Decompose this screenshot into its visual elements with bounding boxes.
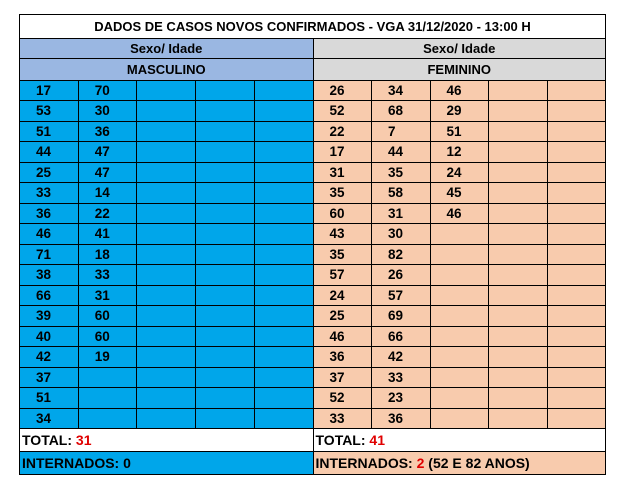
fem-age-cell [489, 306, 548, 325]
masc-age-cell [196, 368, 255, 387]
masc-age-cell: 70 [79, 81, 138, 100]
fem-age-cell [548, 286, 606, 305]
fem-age-cell [548, 409, 606, 428]
fem-age-cell [431, 286, 490, 305]
table-row [20, 163, 313, 183]
fem-age-cell: 68 [372, 101, 431, 120]
table-row [314, 101, 606, 121]
masc-age-cell [196, 81, 255, 100]
masc-age-cell: 47 [79, 142, 138, 161]
table-row [20, 142, 313, 162]
fem-age-cell [489, 388, 548, 407]
masc-total-label: TOTAL: [22, 431, 76, 448]
fem-age-cell: 22 [314, 122, 373, 141]
table-row [20, 306, 313, 326]
table-row [20, 81, 313, 101]
fem-age-cell: 7 [372, 122, 431, 141]
masc-age-cell [79, 409, 138, 428]
fem-age-cell: 69 [372, 306, 431, 325]
table-row [314, 286, 606, 306]
fem-age-cell: 43 [314, 224, 373, 243]
fem-age-cell: 82 [372, 245, 431, 264]
masc-age-cell: 60 [79, 327, 138, 346]
fem-age-cell: 29 [431, 101, 490, 120]
masc-sexo-idade-header: Sexo/ Idade [20, 39, 313, 59]
fem-age-cell [489, 204, 548, 223]
masc-age-cell [255, 368, 313, 387]
masc-age-cell: 44 [20, 142, 79, 161]
fem-age-cell [431, 347, 490, 366]
fem-age-cell [489, 286, 548, 305]
fem-age-cell: 66 [372, 327, 431, 346]
fem-age-cell [548, 142, 606, 161]
fem-age-cell: 42 [372, 347, 431, 366]
masc-age-cell [255, 81, 313, 100]
fem-age-cell: 46 [314, 327, 373, 346]
table-row [314, 245, 606, 265]
fem-age-cell: 57 [314, 265, 373, 284]
masc-age-cell: 18 [79, 245, 138, 264]
masc-age-cell: 53 [20, 101, 79, 120]
fem-age-cell: 33 [372, 368, 431, 387]
masc-age-cell: 30 [79, 101, 138, 120]
table-row [20, 122, 313, 142]
fem-age-cell: 35 [314, 245, 373, 264]
fem-age-cell: 31 [372, 204, 431, 223]
internados-row [20, 452, 605, 474]
masc-age-cell: 66 [20, 286, 79, 305]
fem-age-cell [489, 347, 548, 366]
masc-age-cell: 40 [20, 327, 79, 346]
fem-age-cell: 51 [431, 122, 490, 141]
table-row [314, 265, 606, 285]
masc-age-cell [196, 327, 255, 346]
masc-age-cell [255, 306, 313, 325]
fem-age-cell [548, 327, 606, 346]
masc-age-cell: 17 [20, 81, 79, 100]
masc-age-cell [137, 286, 196, 305]
masc-age-cell: 60 [79, 306, 138, 325]
table-row [314, 224, 606, 244]
table-row [314, 183, 606, 203]
masc-age-cell: 31 [79, 286, 138, 305]
feminino-header: FEMININO [313, 59, 606, 81]
table-row [314, 409, 606, 429]
masc-age-cell [196, 122, 255, 141]
fem-age-cell [548, 224, 606, 243]
fem-internados-suffix: (52 E 82 ANOS) [424, 454, 530, 471]
masc-age-cell [137, 163, 196, 182]
masc-age-cell: 51 [20, 122, 79, 141]
masc-age-cell [137, 183, 196, 202]
fem-age-cell: 34 [372, 81, 431, 100]
table-title: DADOS DE CASOS NOVOS CONFIRMADOS - VGA 31/12/2020 - 13:00 H [20, 15, 605, 39]
total-row [20, 429, 605, 452]
fem-internados-label: INTERNADOS: [315, 454, 417, 471]
fem-age-cell [431, 224, 490, 243]
masculino-header: MASCULINO [20, 59, 313, 81]
fem-age-cell: 52 [314, 101, 373, 120]
fem-age-cell: 37 [314, 368, 373, 387]
fem-age-cell: 31 [314, 163, 373, 182]
fem-age-cell: 35 [314, 183, 373, 202]
fem-age-cell: 25 [314, 306, 373, 325]
header-row-1 [20, 39, 605, 59]
masc-age-cell [196, 204, 255, 223]
masc-age-cell [255, 286, 313, 305]
masc-age-cell: 25 [20, 163, 79, 182]
masc-age-cell [137, 347, 196, 366]
fem-total-label: TOTAL: [315, 431, 370, 448]
masc-age-cell: 51 [20, 388, 79, 407]
table-row [314, 306, 606, 326]
masc-age-cell [137, 306, 196, 325]
fem-age-cell [548, 368, 606, 387]
fem-age-cell [489, 142, 548, 161]
masc-age-cell [255, 347, 313, 366]
fem-age-cell [431, 409, 490, 428]
masc-age-cell [196, 286, 255, 305]
masc-age-cell: 19 [79, 347, 138, 366]
masc-age-cell [255, 388, 313, 407]
fem-age-cell [489, 245, 548, 264]
masc-age-cell [196, 224, 255, 243]
masc-age-cell: 38 [20, 265, 79, 284]
fem-age-cell: 24 [314, 286, 373, 305]
fem-age-cell [489, 101, 548, 120]
masc-age-cell [196, 163, 255, 182]
fem-sexo-idade-header: Sexo/ Idade [313, 39, 606, 59]
fem-age-cell [548, 81, 606, 100]
masc-internados-label: INTERNADOS: 0 [22, 454, 131, 471]
masc-age-cell [196, 409, 255, 428]
cases-table [19, 14, 606, 475]
masc-age-cell [255, 163, 313, 182]
fem-age-cell: 60 [314, 204, 373, 223]
fem-age-cell [431, 265, 490, 284]
fem-age-cell: 23 [372, 388, 431, 407]
masc-age-cell [255, 224, 313, 243]
masc-age-cell: 37 [20, 368, 79, 387]
fem-age-cell [548, 347, 606, 366]
fem-age-cell [489, 183, 548, 202]
fem-age-cell [431, 327, 490, 346]
masc-age-cell: 22 [79, 204, 138, 223]
fem-age-cell: 46 [431, 81, 490, 100]
masc-age-cell [137, 368, 196, 387]
masc-age-cell [196, 245, 255, 264]
table-row [20, 327, 313, 347]
masc-age-cell [137, 204, 196, 223]
masc-age-cell [255, 245, 313, 264]
fem-internados [313, 452, 606, 474]
fem-age-cell [431, 388, 490, 407]
masc-age-cell [255, 122, 313, 141]
masc-age-cell [79, 388, 138, 407]
masc-age-cell: 36 [79, 122, 138, 141]
masc-age-cell [196, 101, 255, 120]
table-row [20, 388, 313, 408]
masc-age-cell [196, 183, 255, 202]
masc-age-cell [137, 224, 196, 243]
masc-age-cell [196, 142, 255, 161]
fem-age-cell [548, 163, 606, 182]
table-row [314, 347, 606, 367]
masc-age-cell [137, 409, 196, 428]
fem-age-cell: 46 [431, 204, 490, 223]
masc-age-cell: 71 [20, 245, 79, 264]
fem-age-cell [489, 81, 548, 100]
masc-age-cell: 14 [79, 183, 138, 202]
fem-age-cell: 58 [372, 183, 431, 202]
fem-age-cell: 45 [431, 183, 490, 202]
masc-age-cell: 34 [20, 409, 79, 428]
fem-age-cell [489, 163, 548, 182]
masc-age-cell [255, 101, 313, 120]
fem-internados-value: 2 [416, 454, 425, 471]
table-row [20, 101, 313, 121]
table-row [314, 163, 606, 183]
table-row [20, 347, 313, 367]
masc-age-cell [137, 122, 196, 141]
fem-total [313, 429, 606, 452]
masc-age-cell [137, 142, 196, 161]
table-row [20, 245, 313, 265]
masc-age-cell: 39 [20, 306, 79, 325]
fem-age-cell [548, 306, 606, 325]
masc-age-cell [255, 183, 313, 202]
masc-age-cell [137, 388, 196, 407]
masc-age-cell [196, 265, 255, 284]
fem-age-cell: 35 [372, 163, 431, 182]
table-row [314, 122, 606, 142]
header-row-2 [20, 59, 605, 81]
table-row [314, 142, 606, 162]
masc-age-cell: 33 [20, 183, 79, 202]
fem-age-cell [489, 327, 548, 346]
masc-age-cell: 47 [79, 163, 138, 182]
masc-age-cell [255, 204, 313, 223]
fem-age-cell: 17 [314, 142, 373, 161]
fem-age-cell [489, 122, 548, 141]
masc-age-cell [255, 327, 313, 346]
masc-age-cell [255, 265, 313, 284]
table-row [20, 224, 313, 244]
fem-total-value: 41 [369, 431, 385, 448]
fem-age-cell [489, 265, 548, 284]
table-row [314, 81, 606, 101]
masc-age-cell [196, 388, 255, 407]
fem-age-cell: 57 [372, 286, 431, 305]
masc-age-cell: 46 [20, 224, 79, 243]
masc-age-cell [137, 327, 196, 346]
masc-age-cell: 42 [20, 347, 79, 366]
masc-age-cell [255, 409, 313, 428]
table-row [20, 183, 313, 203]
fem-age-cell [548, 122, 606, 141]
fem-age-cell: 44 [372, 142, 431, 161]
data-body [20, 81, 605, 429]
fem-age-cell: 26 [314, 81, 373, 100]
table-row [314, 204, 606, 224]
table-row [314, 388, 606, 408]
masc-age-cell [79, 368, 138, 387]
fem-age-cell: 26 [372, 265, 431, 284]
fem-age-cell [431, 245, 490, 264]
fem-age-cell [548, 101, 606, 120]
fem-age-cell [489, 409, 548, 428]
fem-age-cell: 24 [431, 163, 490, 182]
masc-age-cell [196, 306, 255, 325]
masc-total-value: 31 [75, 431, 92, 448]
fem-age-cell: 33 [314, 409, 373, 428]
masc-age-cell: 36 [20, 204, 79, 223]
fem-age-cell [431, 368, 490, 387]
masc-age-cell [137, 101, 196, 120]
masc-age-cell [137, 81, 196, 100]
feminino-grid [313, 81, 606, 429]
table-row [20, 204, 313, 224]
fem-age-cell [431, 306, 490, 325]
masc-age-cell [137, 265, 196, 284]
table-row [314, 368, 606, 388]
fem-age-cell [489, 368, 548, 387]
table-row [20, 265, 313, 285]
fem-age-cell: 30 [372, 224, 431, 243]
fem-age-cell: 52 [314, 388, 373, 407]
masc-total [20, 429, 313, 452]
fem-age-cell [548, 388, 606, 407]
masc-internados [20, 452, 313, 474]
fem-age-cell [548, 183, 606, 202]
fem-age-cell [548, 245, 606, 264]
fem-age-cell: 36 [372, 409, 431, 428]
fem-age-cell [489, 224, 548, 243]
masc-age-cell: 33 [79, 265, 138, 284]
masc-age-cell: 41 [79, 224, 138, 243]
masc-age-cell [255, 142, 313, 161]
fem-age-cell: 36 [314, 347, 373, 366]
masculino-grid [20, 81, 313, 429]
fem-age-cell [548, 265, 606, 284]
table-row [20, 368, 313, 388]
fem-age-cell: 12 [431, 142, 490, 161]
table-row [314, 327, 606, 347]
masc-age-cell [196, 347, 255, 366]
table-row [20, 409, 313, 429]
masc-age-cell [137, 245, 196, 264]
table-row [20, 286, 313, 306]
fem-age-cell [548, 204, 606, 223]
